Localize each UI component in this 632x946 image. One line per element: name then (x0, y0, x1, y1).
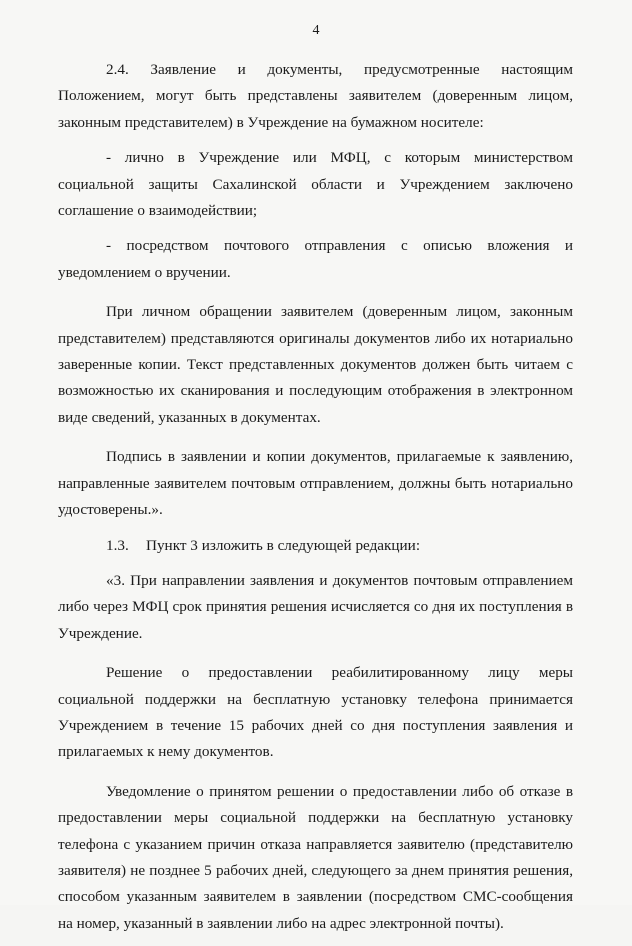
page-number: 4 (312, 23, 320, 38)
item-number: 1.3. (106, 536, 129, 554)
document-body (58, 57, 573, 946)
paragraph-point-3: «3. При направлении заявления и документов почтовым отправлением либо через МФЦ срок принятия решения исчисляется со дня их поступления в Учреждение. (58, 571, 573, 642)
paragraph-by-mail: - посредством почтового отправления с описью вложения и уведомлением о вручении. (58, 237, 573, 281)
item-text: Пункт 3 изложить в следующей редакции: (146, 536, 421, 554)
paragraph-2-4: 2.4. Заявление и документы, предусмотренные настоящим Положением, могут быть представлены заявителем (доверенным лицом, законным представителем) в Учреждение на бумажном носителе: (58, 61, 573, 131)
paragraph-in-person: - лично в Учреждение или МФЦ, с которым министерством социальной защиты Сахалинской области и Учреждением заключено соглашение о взаимодействии; (58, 149, 573, 220)
paragraph-personal-visit: При личном обращении заявителем (доверенным лицом, законным представителем) представляются оригиналы документов либо их нотариально заверенные копии. Текст представленных документов должен быть читаем с возможностью их сканирования и последующим отображения в электронном виде сведений, указанных в документах. (58, 303, 573, 426)
paragraph-1-3 (58, 533, 573, 559)
paragraph-decision: Решение о предоставлении реабилитированному лицу меры социальной поддержки на бесплатную установку телефона принимается Учреждением в течение 15 рабочих дней со дня поступления заявления и прилагаемых к нему документов. (58, 664, 573, 761)
paragraph-notification: Уведомление о принятом решении о предоставлении либо об отказе в предоставлении меры социальной поддержки на бесплатную установку телефона с указанием причин отказа направляется заявителю (представителю заявителя) не позднее 5 рабочих дней, следующего за днем принятия решения, способом указанным заявителем в заявлении (посредством СМС-сообщения на номер, указанный в заявлении либо на адрес электронной почты). (58, 782, 573, 932)
paragraph-signature: Подпись в заявлении и копии документов, прилагаемые к заявлению, направленные заявителем почтовым отправлением, должны быть нотариально удостоверены.». (58, 448, 573, 519)
